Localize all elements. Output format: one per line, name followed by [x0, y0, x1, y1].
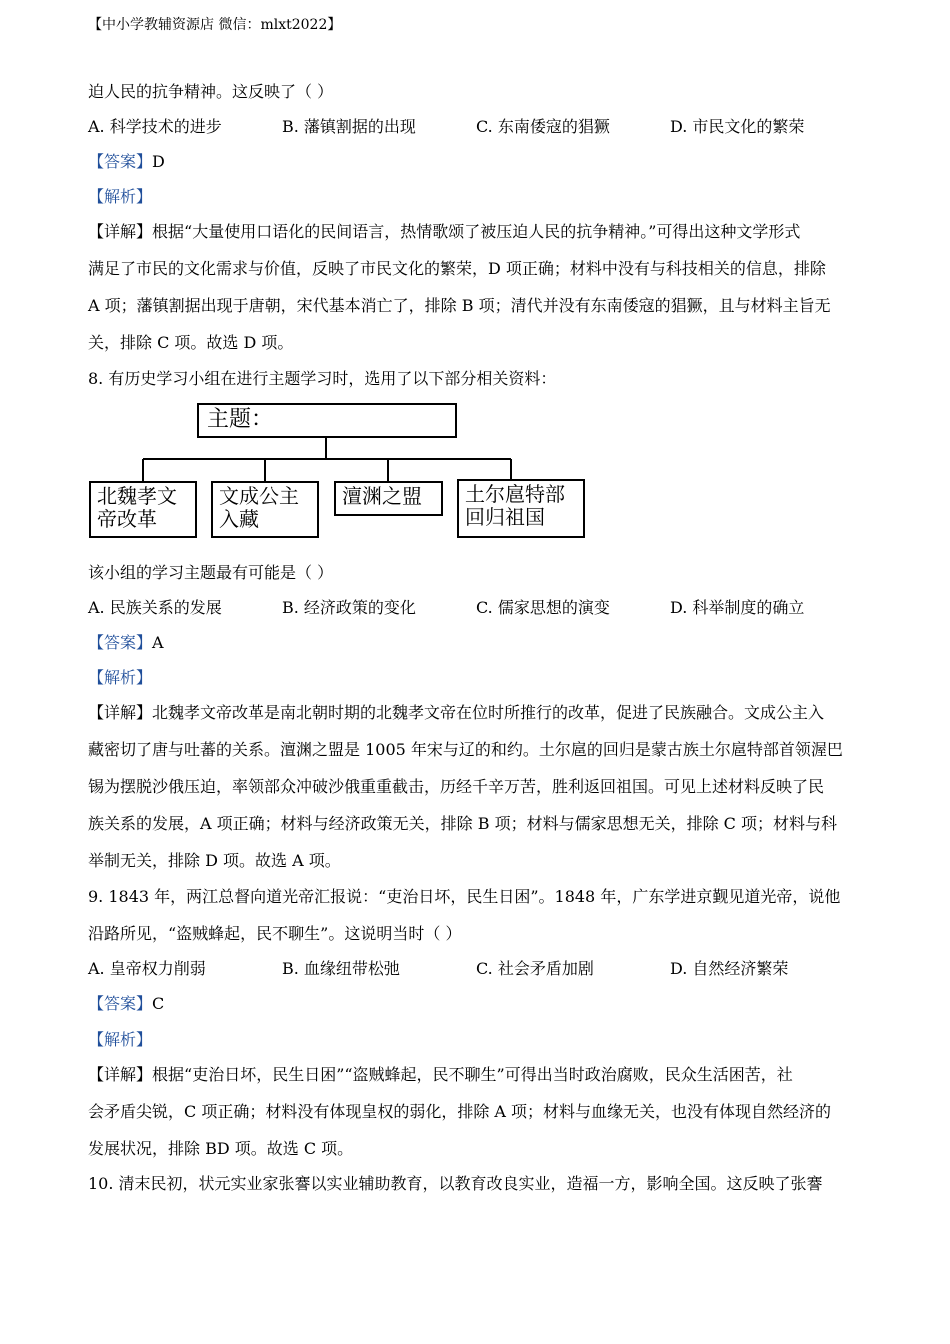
q9-option-c: C. 社会矛盾加剧: [476, 959, 594, 978]
q8-option-d: D. 科举制度的确立: [670, 598, 805, 617]
q7-detail-line-2: 满足了市民的文化需求与价值，反映了市民文化的繁荣，D 项正确；材料中没有与科技相关的信息，排除: [88, 259, 826, 278]
q7-detail-text-1: 根据“大量使用口语化的民间语言，热情歌颂了被压迫人民的抗争精神。”可得出这种文学形式: [152, 222, 801, 241]
detail-label: 【详解】: [88, 1065, 153, 1084]
q8-option-c: C. 儒家思想的演变: [476, 598, 610, 617]
q7-option-b: B. 藩镇割据的出现: [282, 117, 416, 136]
watermark-header: 【中小学教辅资源店 微信：mlxt2022】: [88, 17, 342, 33]
q7-analysis-row: [88, 186, 152, 208]
box2-line1: 文成公主: [219, 484, 299, 508]
q9-detail-line-1: [88, 1064, 793, 1086]
q7-option-d: D. 市民文化的繁荣: [670, 117, 805, 136]
q8-detail-line-3: 锡为摆脱沙俄压迫，率领部众冲破沙俄重重截击，历经千辛万苦，胜利返回祖国。可见上述材料反映了民: [88, 777, 825, 796]
q7-detail-line-1: [88, 221, 800, 243]
q9-option-d: D. 自然经济繁荣: [670, 959, 789, 978]
answer-label: 【答案】: [88, 994, 153, 1013]
answer-label: 【答案】: [88, 152, 153, 171]
analysis-label: 【解析】: [88, 187, 153, 206]
q7-detail-line-3: A 项；藩镇割据出现于唐朝，宋代基本消亡了，排除 B 项；清代并没有东南倭寇的猖獗，且与材料主旨无: [88, 296, 831, 315]
q8-option-a: A. 民族关系的发展: [88, 598, 222, 617]
box3-line1: 澶渊之盟: [342, 484, 422, 508]
q9-option-b: B. 血缘纽带松弛: [282, 959, 400, 978]
box4-line2: 回归祖国: [465, 505, 545, 529]
q8-detail-line-4: 族关系的发展，A 项正确；材料与经济政策无关，排除 B 项；材料与儒家思想无关，排除 C 项；材料与科: [88, 814, 837, 833]
q9-stem-line-1: 9. 1843 年，两江总督向道光帝汇报说：“吏治日坏，民生日困”。1848 年，广东学进京觐见道光帝，说他: [88, 887, 841, 906]
q9-detail-line-3: 发展状况，排除 BD 项。故选 C 项。: [88, 1139, 354, 1158]
analysis-label: 【解析】: [88, 668, 153, 687]
box1-line1: 北魏孝文: [97, 484, 177, 508]
q8-stem: 8. 有历史学习小组在进行主题学习时，选用了以下部分相关资料：: [88, 369, 557, 388]
q7-stem-tail: 迫人民的抗争精神。这反映了（ ）: [88, 82, 334, 101]
box1-line2: 帝改革: [97, 507, 157, 531]
q7-detail-line-4: 关，排除 C 项。故选 D 项。: [88, 333, 294, 352]
q8-detail-text-1: 北魏孝文帝改革是南北朝时期的北魏孝文帝在位时所推行的改革，促进了民族融合。文成公主入: [152, 703, 825, 722]
diagram-box-xiaowen-reform: [89, 481, 197, 538]
q9-stem-line-2: 沿路所见，“盗贼蜂起，民不聊生”。这说明当时（ ）: [88, 924, 462, 943]
q8-detail-line-5: 举制无关，排除 D 项。故选 A 项。: [88, 851, 341, 870]
q8-answer-row: [88, 632, 164, 654]
diagram-box-torghut-return: [457, 479, 585, 538]
answer-label: 【答案】: [88, 633, 153, 652]
q8-question: 该小组的学习主题最有可能是（ ）: [88, 563, 334, 582]
box4-line1: 土尔扈特部: [465, 482, 565, 506]
diagram-box-chanyuan-treaty: [334, 481, 443, 516]
q9-answer-row: [88, 993, 164, 1015]
q7-answer-value: D: [152, 152, 165, 171]
detail-label: 【详解】: [88, 703, 153, 722]
theme-diagram: [88, 400, 588, 542]
box2-line2: 入藏: [219, 507, 259, 531]
q8-analysis-row: [88, 667, 152, 689]
q9-option-a: A. 皇帝权力削弱: [88, 959, 206, 978]
q9-answer-value: C: [152, 994, 165, 1013]
q9-detail-line-2: 会矛盾尖锐，C 项正确；材料没有体现皇权的弱化，排除 A 项；材料与血缘无关，也没有体现自然经济的: [88, 1102, 832, 1121]
q10-stem: 10. 清末民初，状元实业家张謇以实业辅助教育，以教育改良实业，造福一方，影响全国。这反映了张謇: [88, 1174, 823, 1193]
q7-answer-row: [88, 151, 165, 173]
q9-detail-text-1: 根据“吏治日坏，民生日困”“盗贼蜂起，民不聊生”可得出当时政治腐败，民众生活困苦，社: [152, 1065, 793, 1084]
q7-option-c: C. 东南倭寇的猖獗: [476, 117, 610, 136]
q7-option-a: A. 科学技术的进步: [88, 117, 222, 136]
diagram-title-box: 主题：: [197, 403, 457, 438]
q8-option-b: B. 经济政策的变化: [282, 598, 416, 617]
diagram-box-wencheng-princess: [211, 481, 319, 538]
q9-analysis-row: [88, 1029, 152, 1051]
analysis-label: 【解析】: [88, 1030, 153, 1049]
q8-answer-value: A: [152, 633, 164, 652]
detail-label: 【详解】: [88, 222, 153, 241]
q8-detail-line-1: [88, 702, 824, 724]
q8-detail-line-2: 藏密切了唐与吐蕃的关系。澶渊之盟是 1005 年宋与辽的和约。土尔扈的回归是蒙古族土尔扈特部首领渥巴: [88, 740, 843, 759]
